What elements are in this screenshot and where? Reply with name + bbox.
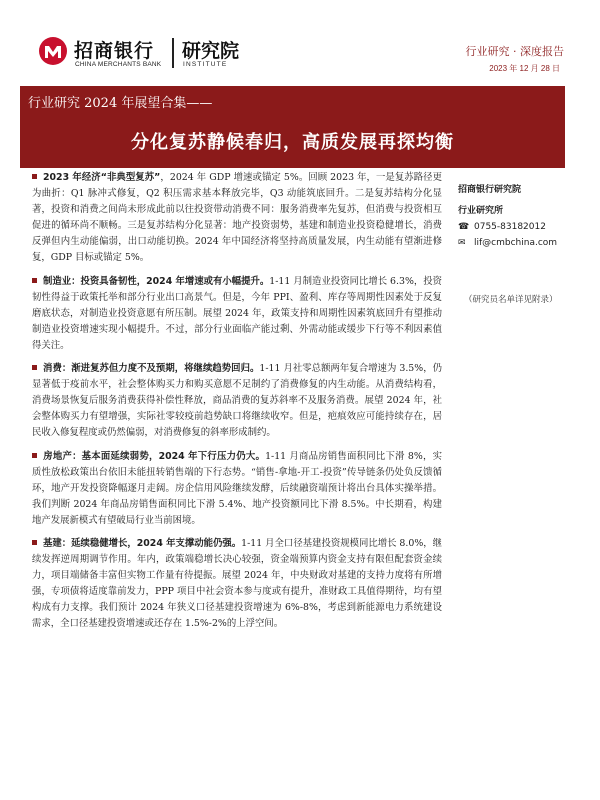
logo-english: CHINA MERCHANTS BANK [75, 61, 162, 68]
summary-section [32, 170, 442, 267]
email-address[interactable]: lif@cmbchina.com [474, 238, 558, 248]
summary-content [32, 170, 442, 640]
section-body: ，2024 年 GDP 增速或锚定 5%。回顾 2023 年，一是复苏路径更为曲折：Q1 脉冲式修复，Q2 积压需求基本释放完毕，Q3 动能筑底回升。二是复苏结构分化显著，投资和消费之间尚未形成此前以往投资带动消费不同：服务消费率先复苏，但消费与投资相互促进的循环尚不顺畅。三是复苏结构分化显著：地产投资弱势，基建和制造业投资稳健增长，消费反弹但内生动能偏弱，出口动能切换。2024 年中国经济将坚持高质量发展，内生动能有望渐进修复，GDP 目标或锚定 5%。 [32, 172, 442, 264]
report-date: 2023 年 12 月 28 日 [489, 64, 560, 73]
org-name: 招商银行研究院 [458, 185, 522, 195]
bullet-icon [32, 453, 37, 458]
logo-chinese: 招商银行 [74, 40, 155, 62]
institute-chinese: 研究院 [182, 40, 240, 62]
summary-section [32, 536, 442, 633]
team-name: 行业研究所 [458, 206, 504, 216]
section-lead: 制造业：投资具备韧性，2024 年增速或有小幅提升。 [43, 275, 270, 287]
section-body: 1-11 月社零总额两年复合增速为 3.5%，仍显著低于疫前水平，社会整体购买力和购买意愿不足制约了消费修复的内生动能。从消费结构看，消费场景恢复后服务消费获得补偿性释放，商品消费的复苏斜率不及服务消费。展望 2024 年，社会整体购买力有望增强，实际社零较疫前趋势缺口将继续收窄。但是，疤痕效应可能持续存在，居民收入修复程度或仍然偏弱，对消费修复的斜率形成制约。 [32, 363, 442, 439]
section-body: 1-11 月全口径基建投资规模同比增长 8.0%，继续发挥逆周期调节作用。年内，政策端稳增长决心较强，资金端预算内资金支持有限但配套资金续力，项目端储备丰富但实物工作量有待提振。展望 2024 年，中央财政对基建的支持力度将有所增强，专项债将适度靠前发力，PPP 项目中社会资本参与度或有提升，准财政工具值得期待，均有望构成有力支撑。我们预计 2024 年狭义口径基建投资增速为 6%-8%，考虑到新能源电力系统建设需求，全口径基建投资增速或还存在 1.5%-2%的上浮空间。 [32, 537, 443, 630]
institute-english: INSTITUTE [183, 61, 228, 68]
email-row [458, 238, 588, 248]
section-body: 1-11 月商品房销售面积同比下滑 8%，实质性放松政策出台依旧未能扭转销售端的下行态势。“销售-拿地-开工-投资”传导链条仍处负反馈循环，地产开发投资降幅逐月走阔。房企信用风险继续发酵，后续融资端预计将出台具体实操举措。我们判断 2024 年商品房销售面积同比下滑 5.4%、地产投资额同比下滑 8.5%。中长期看，构建地产发展新模式有望破局行业当前困境。 [32, 450, 442, 526]
section-body: 1-11 月制造业投资同比增长 6.3%，投资韧性得益于政策托举和部分行业出口高景气。但是，今年 PPI、盈利、库存等周期性因素处于反复磨底状态，对制造业投资意愿有所压制。展望 2024 年，政策支持和周期性因素筑底回升有望推动制造业投资增速实现小幅提升。不过，部分行业面临产能过剩、外需动能或缓步下行等不利因素值得关注。 [32, 275, 442, 351]
summary-section [32, 274, 442, 354]
bullet-icon [32, 365, 37, 370]
section-lead: 基建：延续稳健增长，2024 年支撑动能仍强。 [43, 537, 242, 549]
author-sidebar [458, 182, 588, 307]
section-lead: 2023 年经济“非典型复苏” [43, 172, 161, 183]
researcher-note: （研究员名单详见附录） [464, 295, 558, 305]
bullet-icon [32, 174, 37, 179]
section-lead: 房地产：基本面延续弱势，2024 年下行压力仍大。 [43, 450, 266, 462]
report-header [0, 0, 600, 80]
report-type: 行业研究 · 深度报告 [465, 45, 564, 58]
phone-number: 0755-83182012 [474, 222, 546, 232]
cmb-logo-icon [38, 36, 68, 66]
logo-divider [172, 38, 174, 68]
bullet-icon [32, 278, 37, 283]
summary-section [32, 361, 442, 441]
summary-section [32, 449, 442, 529]
main-title: 分化复苏静候春归，高质发展再探均衡 [131, 132, 454, 153]
bullet-icon [32, 540, 37, 545]
phone-icon: ☎ [458, 222, 470, 232]
mail-icon: ✉ [458, 238, 466, 248]
phone-row [458, 222, 588, 232]
section-lead: 消费：渐进复苏但力度不及预期，将继续趋势回归。 [43, 363, 260, 375]
series-title: 行业研究 2024 年展望合集—— [28, 96, 213, 111]
